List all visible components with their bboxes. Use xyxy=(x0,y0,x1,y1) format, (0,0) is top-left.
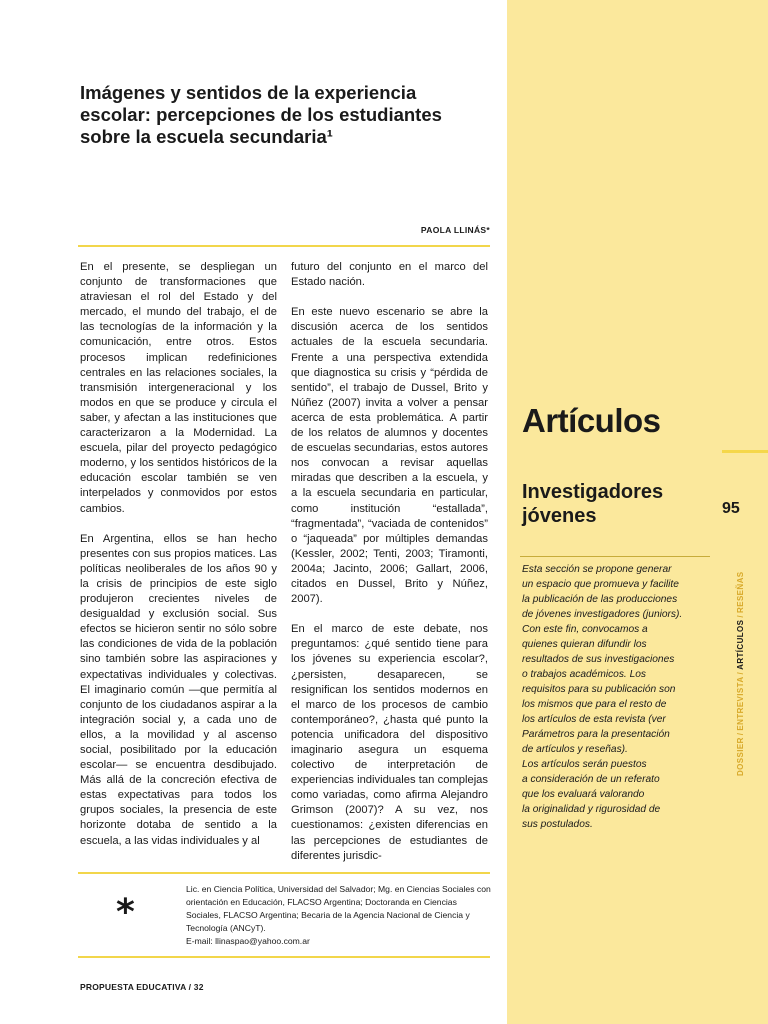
section-nav-labels xyxy=(736,571,745,776)
footnote-divider xyxy=(78,872,490,874)
footer-divider xyxy=(78,956,490,958)
article-author: PAOLA LLINÁS* xyxy=(420,225,490,235)
page-folio: PROPUESTA EDUCATIVA / 32 xyxy=(80,982,204,992)
section-rule xyxy=(722,450,768,453)
description-line: la originalidad y rigurosidad de xyxy=(522,804,661,815)
body-paragraph: En este nuevo escenario se abre la discusión acerca de los sentidos actuales de la escuela secundaria. Frente a una perspectiva extendida que diagnostica su crisis y “pérdida de sentido”, el trabajo de Dussel, Brito y Núñez (2007) invita a volver a pensar acerca de esta problemática. A partir de los relatos de alumnos y docentes de escuelas secundarias, estos autores nos convocan a revisar aquellas miradas que describen a la escuela, y a la escuela secundaria en particular, como institución “estallada”, “fragmentada”, “vaciada de contenidos” o “jaqueada” por múltiples demandas (Kessler, 2002; Tenti, 2003; Tiramonti, 2004a; Jacinto, 2006; Gallart, 2006, citados en Dussel, Brito y Núñez, 2007). xyxy=(291,306,488,606)
nav-item-entrevista: ENTREVISTA xyxy=(736,676,745,731)
description-line: los artículos de esta revista (ver xyxy=(522,714,666,725)
description-line: de jóvenes investigadores (juniors). xyxy=(522,609,683,620)
subsection-line: Investigadores xyxy=(522,481,664,503)
description-line: resultados de sus investigaciones xyxy=(522,654,675,665)
description-line: Con este fin, convocamos a xyxy=(522,624,648,635)
footnote-marker: * xyxy=(116,892,135,933)
title-divider xyxy=(78,245,490,247)
section-description xyxy=(522,562,714,832)
nav-separator: / xyxy=(736,732,745,736)
body-column-1 xyxy=(80,260,277,864)
body-paragraph: En el marco de este debate, nos preguntamos: ¿qué sentido tiene para los jóvenes su experiencia escolar?, ¿persisten, desaparecen, se resignifican los sentidos modernos en el marco de los procesos de cambio contemporáneo?, ¿hasta qué punto la potencia unificadora del dispositivo imaginario asegura un esquema colectivo de interpretación de experiencias individuales tan complejas como variadas, como afirma Alejandro Grimson (2007)? A su vez, nos cuestionamos: ¿existen diferencias en las percepciones de estudiantes de diferentes jurisdic- xyxy=(291,623,488,862)
description-line: a consideración de un referato xyxy=(522,774,660,785)
description-line: de artículos y reseñas). xyxy=(522,744,628,755)
subsection-title xyxy=(522,480,663,528)
body-column-2 xyxy=(291,260,488,879)
page-number: 95 xyxy=(722,500,740,517)
nav-separator: / xyxy=(736,671,745,675)
description-line: quienes quieran difundir los xyxy=(522,639,647,650)
nav-item-articulos: ARTÍCULOS xyxy=(736,619,745,670)
nav-separator: / xyxy=(736,614,745,618)
description-line: los mismos que para el resto de xyxy=(522,699,667,710)
description-line: la publicación de las producciones xyxy=(522,594,678,605)
description-line: requisitos para su publicación son xyxy=(522,684,676,695)
description-line: Parámetros para la presentación xyxy=(522,729,670,740)
section-title: Artículos xyxy=(522,402,661,439)
description-line: un espacio que promueva y facilite xyxy=(522,579,679,590)
footnote-email: E-mail: llinaspao@yahoo.com.ar xyxy=(186,936,310,947)
footnote-text: Lic. en Ciencia Política, Universidad del Salvador; Mg. en Ciencias Sociales con orientación en Educación, FLACSO Argentina; Doctoranda en Ciencias Sociales, FLACSO Argentina; Becaria de la Agencia Nacional de Ciencia y Tecnología (ANCyT). xyxy=(186,884,491,934)
description-line: sus postulados. xyxy=(522,819,593,830)
subsection-line: jóvenes xyxy=(522,505,597,527)
description-line: Esta sección se propone generar xyxy=(522,564,672,575)
description-divider xyxy=(520,556,710,557)
body-paragraph: En el presente, se despliegan un conjunto de transformaciones que atraviesan el rol del Estado y del mercado, el mundo del trabajo, el de las tecnologías de la información y la comunicación, entre otros. Estos procesos implican redefiniciones centrales en las relaciones sociales, la transmisión intergeneracional y los modos en que se produce y circula el saber, y afectan a las instituciones que caracterizaron a la Modernidad. La escuela, pilar del proyecto pedagógico moderno, y los sentidos históricos de la educación escolar también se ven interpelados y conmovidos por estos cambios. xyxy=(80,261,277,515)
nav-item-resenas: RESEÑAS xyxy=(736,571,745,613)
description-line: Los artículos serán puestos xyxy=(522,759,647,770)
body-paragraph: En Argentina, ellos se han hecho presentes con sus propios matices. Las políticas neoliberales de los años 90 y la crisis de principios de este siglo produjeron crecientes niveles de desigualdad y exclusión social. Sus efectos se hicieron sentir no sólo sobre las condiciones de vida de la población sino también sobre las aspiraciones y expectativas individuales y colectivas. El imaginario común —que permitía al conjunto de los ciudadanos aspirar a la integración social y, a cada uno de ellos, a la movilidad y al ascenso social, posibilitado por la educación escolar— se encuentra desdibujado. Más allá de la concreción efectiva de estas expectativas para todos los grupos sociales, la presencia de este horizonte dotaba de sentido a la escuela, a las vidas individuales y al xyxy=(80,532,277,847)
nav-item-dossier: DOSSIER xyxy=(736,737,745,776)
description-line: o trabajos académicos. Los xyxy=(522,669,647,680)
author-footnote xyxy=(186,883,491,948)
body-paragraph: futuro del conjunto en el marco del Estado nación. xyxy=(291,261,488,289)
article-title: Imágenes y sentidos de la experiencia escolar: percepciones de los estudiantes sobre la escuela secundaria¹ xyxy=(80,82,442,147)
description-line: que los evaluará valorando xyxy=(522,789,645,800)
section-nav xyxy=(736,571,748,776)
